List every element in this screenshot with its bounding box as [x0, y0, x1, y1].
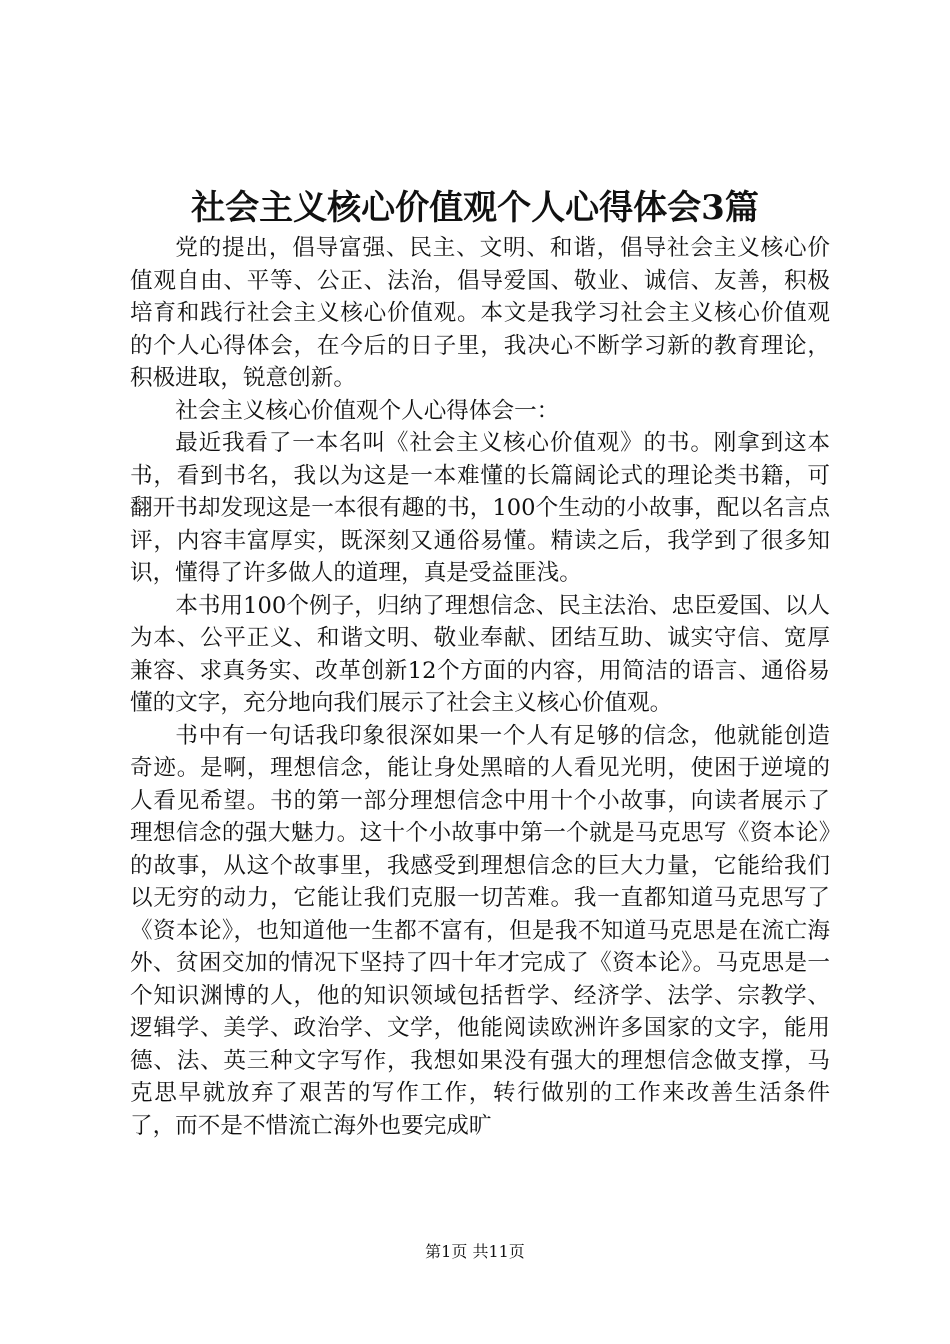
paragraph-intro: 党的提出，倡导富强、民主、文明、和谐，倡导社会主义核心价值观自由、平等、公正、法治，倡导爱国、敬业、诚信、友善，积极培育和践行社会主义核心价值观。本文是我学习社会主义核心价值观的个人心得体会，在今后的日子里，我决心不断学习新的教育理论，积极进取，锐意创新。: [130, 235, 830, 391]
page-footer: 第1页 共11页: [425, 1242, 525, 1261]
document-body: [130, 232, 830, 1142]
paragraph-book-summary: 本书用100个例子，归纳了理想信念、民主法治、忠臣爱国、以人为本、公平正义、和谐文明、敬业奉献、团结互助、诚实守信、宽厚兼容、求真务实、改革创新12个方面的内容，用简洁的语言、通俗易懂的文字，充分地向我们展示了社会主义核心价值观。: [130, 592, 830, 716]
document-title: 社会主义核心价值观个人心得体会3篇: [191, 188, 759, 228]
paragraph-marx-story: 书中有一句话我印象很深如果一个人有足够的信念，他就能创造奇迹。是啊，理想信念，能让身处黑暗的人看见光明，使困于逆境的人看见希望。书的第一部分理想信念中用十个小故事，向读者展示了理想信念的强大魅力。这十个小故事中第一个就是马克思写《资本论》的故事，从这个故事里，我感受到理想信念的巨大力量，它能给我们以无穷的动力，它能让我们克服一切苦难。我一直都知道马克思写了《资本论》，也知道他一生都不富有，但是我不知道马克思是在流亡海外、贫困交加的情况下坚持了四十年才完成了《资本论》。马克思是一个知识渊博的人，他的知识领域包括哲学、经济学、法学、宗教学、逻辑学、美学、政治学、文学，他能阅读欧洲许多国家的文字，能用德、法、英三种文字写作，我想如果没有强大的理想信念做支撑，马克思早就放弃了艰苦的写作工作，转行做别的工作来改善生活条件了，而不是不惜流亡海外也要完成旷: [130, 722, 830, 1139]
paragraph-section-heading: 社会主义核心价值观个人心得体会一：: [175, 397, 560, 424]
paragraph-book-intro: 最近我看了一本名叫《社会主义核心价值观》的书。刚拿到这本书，看到书名，我以为这是一本难懂的长篇阔论式的理论类书籍，可翻开书却发现这是一本很有趣的书，100个生动的小故事，配以名言点评，内容丰富厚实，既深刻又通俗易懂。精读之后，我学到了很多知识，懂得了许多做人的道理，真是受益匪浅。: [130, 430, 830, 586]
